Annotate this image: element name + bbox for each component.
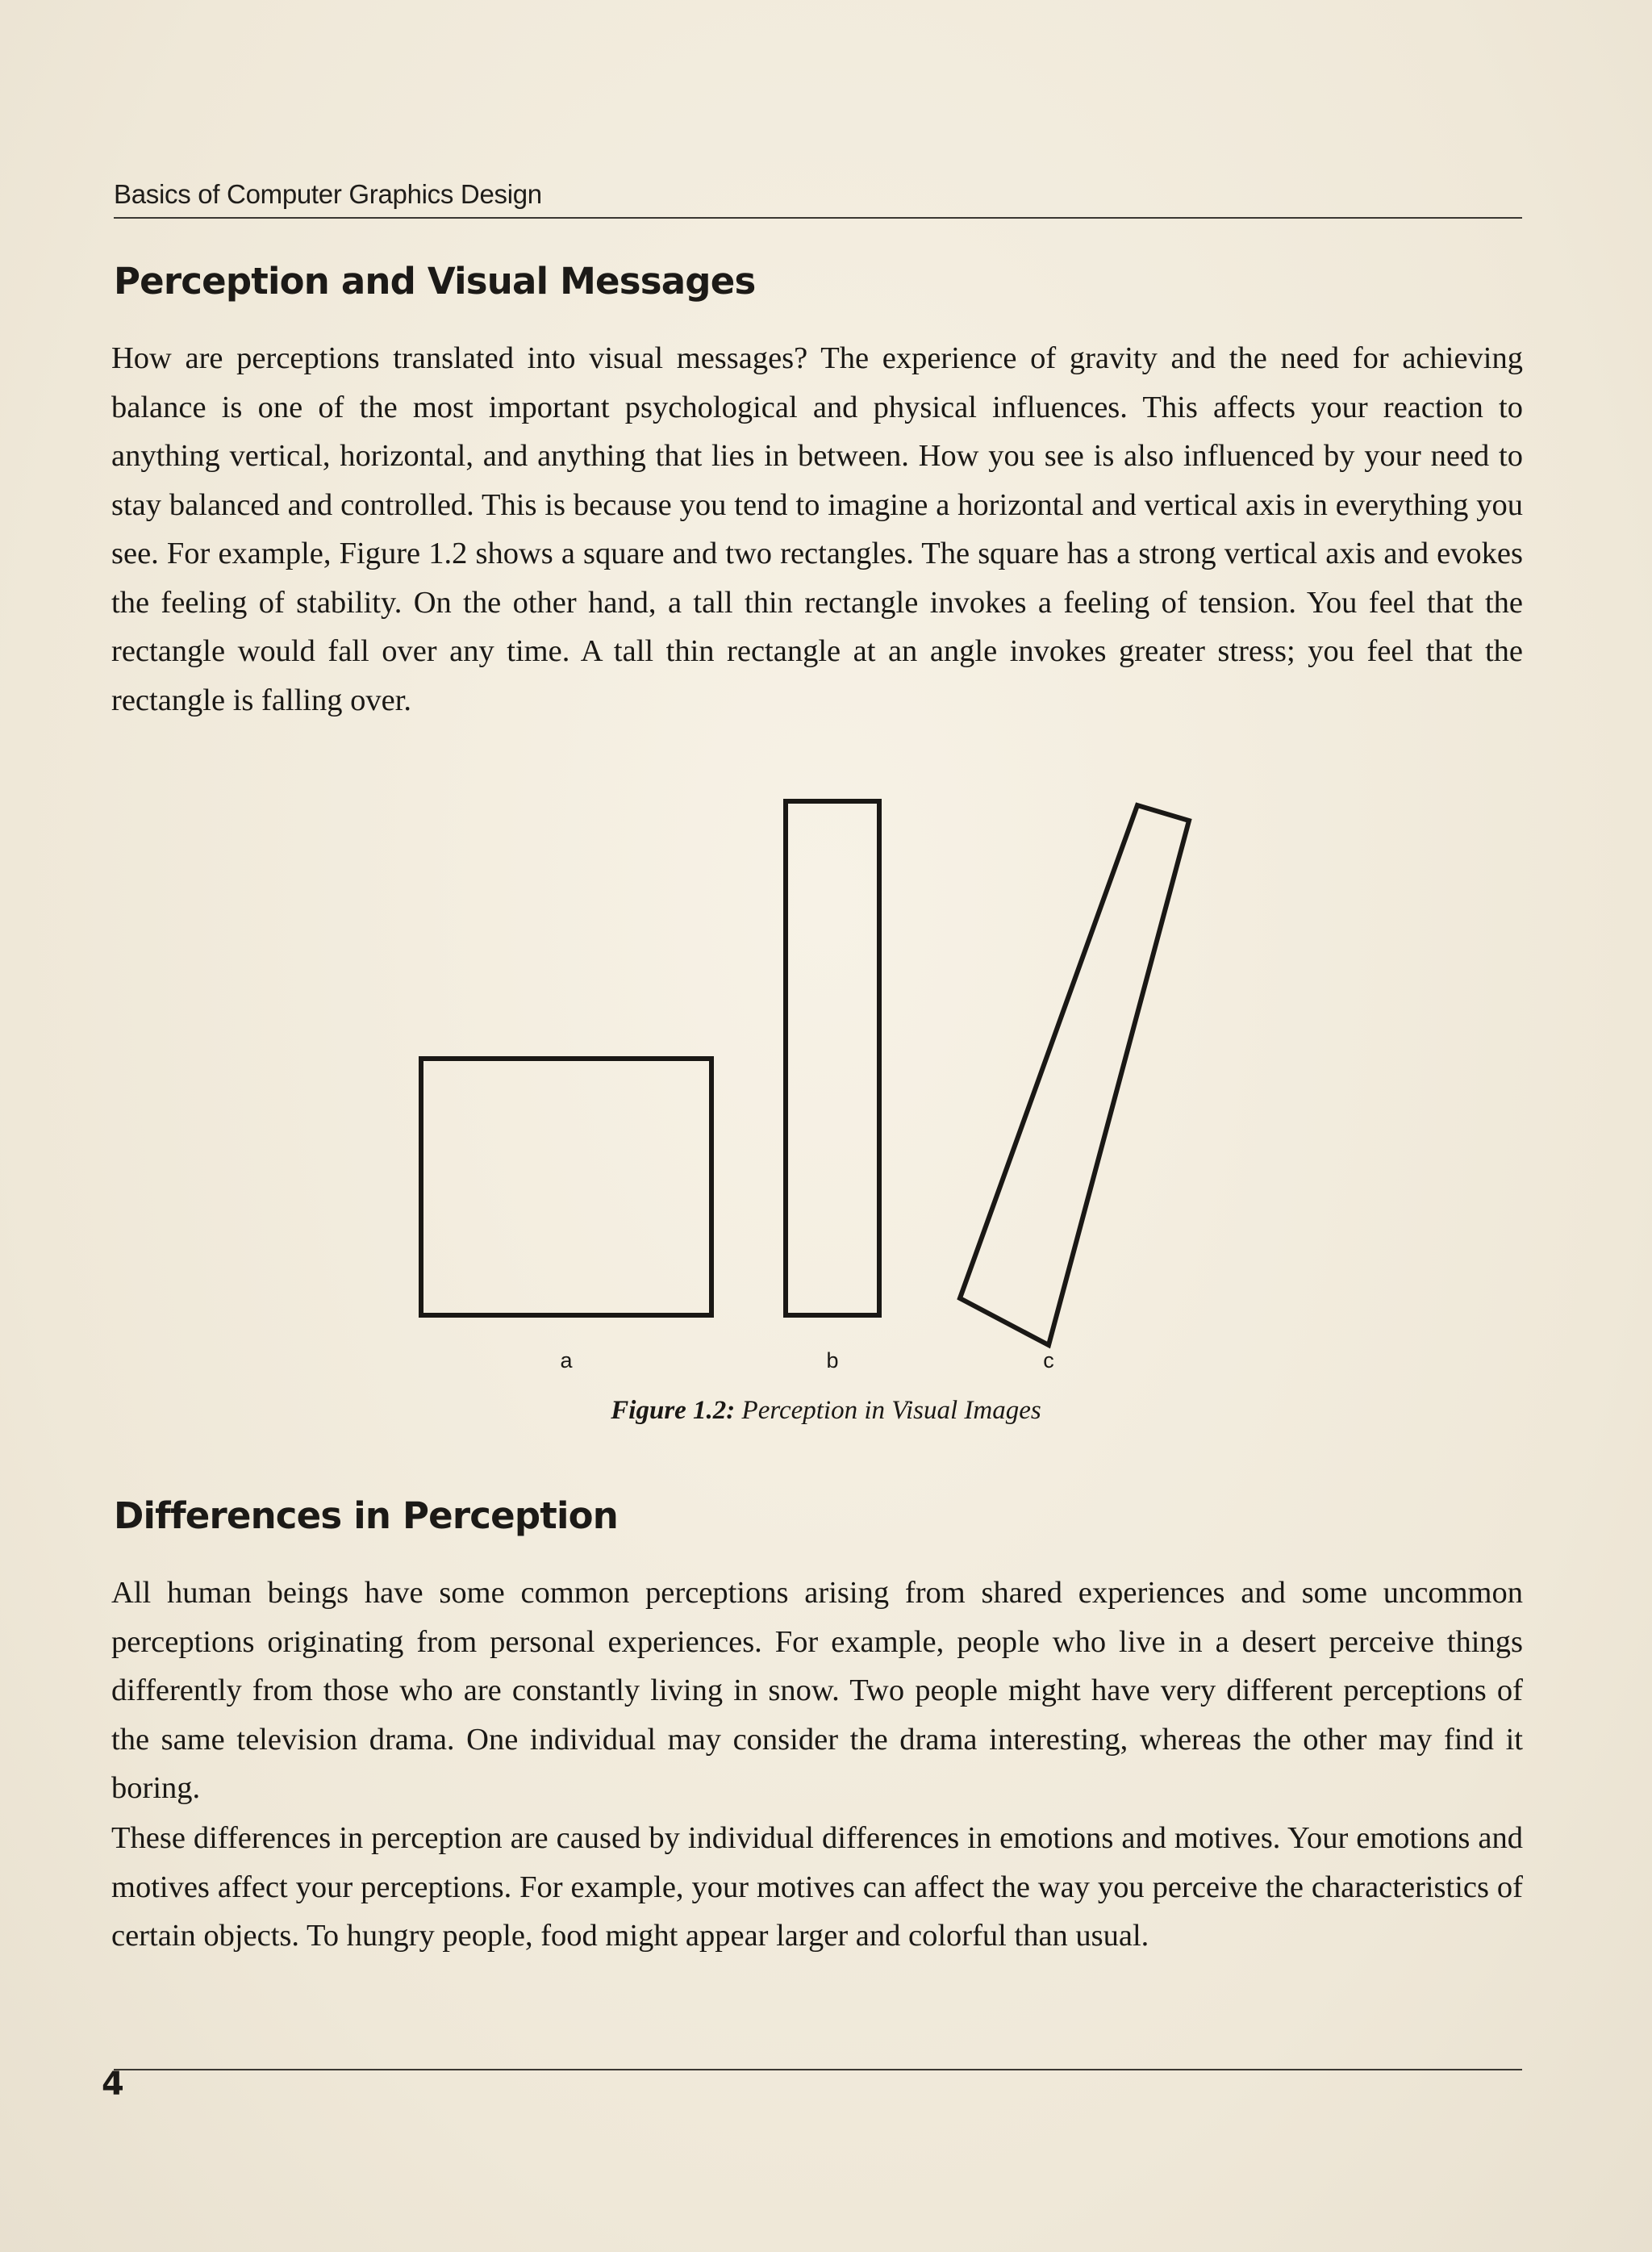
figure-shapes-svg — [0, 799, 1652, 1444]
tall-rectangle-shape — [786, 801, 879, 1315]
figure-caption — [0, 1396, 1652, 1426]
square-shape — [421, 1059, 711, 1315]
header-rule — [114, 217, 1522, 219]
figure-label-c: c — [1043, 1348, 1054, 1373]
section-heading-differences-in-perception: Differences in Perception — [114, 1494, 618, 1537]
tilted-rectangle-shape — [960, 805, 1189, 1345]
running-header: Basics of Computer Graphics Design — [114, 179, 542, 209]
body-paragraph: How are perceptions translated into visual messages? The experience of gravity and the need for achieving balance is one of the most important psychological and physical influences. This affects your reaction to anything vertical, horizontal, and anything that lies in between. How you see is also influenced by your need to stay balanced and controlled. This is because you tend to imagine a horizontal and vertical axis in everything you see. For example, Figure 1.2 shows a square and two rectangles. The square has a strong vertical axis and evokes the feeling of stability. On the other hand, a tall thin rectangle invokes a feeling of tension. You feel that the rectangle would fall over any time. A tall thin rectangle at an angle invokes greater stress; you feel that the rectangle is falling over. — [111, 341, 1523, 717]
footer-rule — [114, 2069, 1522, 2070]
section-heading-perception-visual-messages: Perception and Visual Messages — [114, 260, 756, 303]
figure-caption-text: Perception in Visual Images — [735, 1396, 1041, 1425]
figure-caption-label: Figure 1.2: — [611, 1396, 736, 1425]
figure-label-a: a — [560, 1348, 573, 1373]
body-paragraph: These differences in perception are caused by individual differences in emotions and motives. Your emotions and motives affect your perceptions. For example, your motives can affect the way you perceive the characteristics of certain objects. To hungry people, food might appear larger and colorful than usual. — [111, 1821, 1523, 1953]
figure-label-b: b — [826, 1348, 839, 1373]
page-number: 4 — [102, 2066, 124, 2103]
figure-shapes — [0, 799, 1652, 1444]
body-paragraph: All human beings have some common perceptions arising from shared experiences and some uncommon perceptions originating from personal experiences. For example, people who live in a desert perceive things differently from those who are constantly living in snow. Two people might have very different perceptions of the same television drama. One individual may consider the drama interesting, whereas the other may find it boring. — [111, 1576, 1523, 1805]
